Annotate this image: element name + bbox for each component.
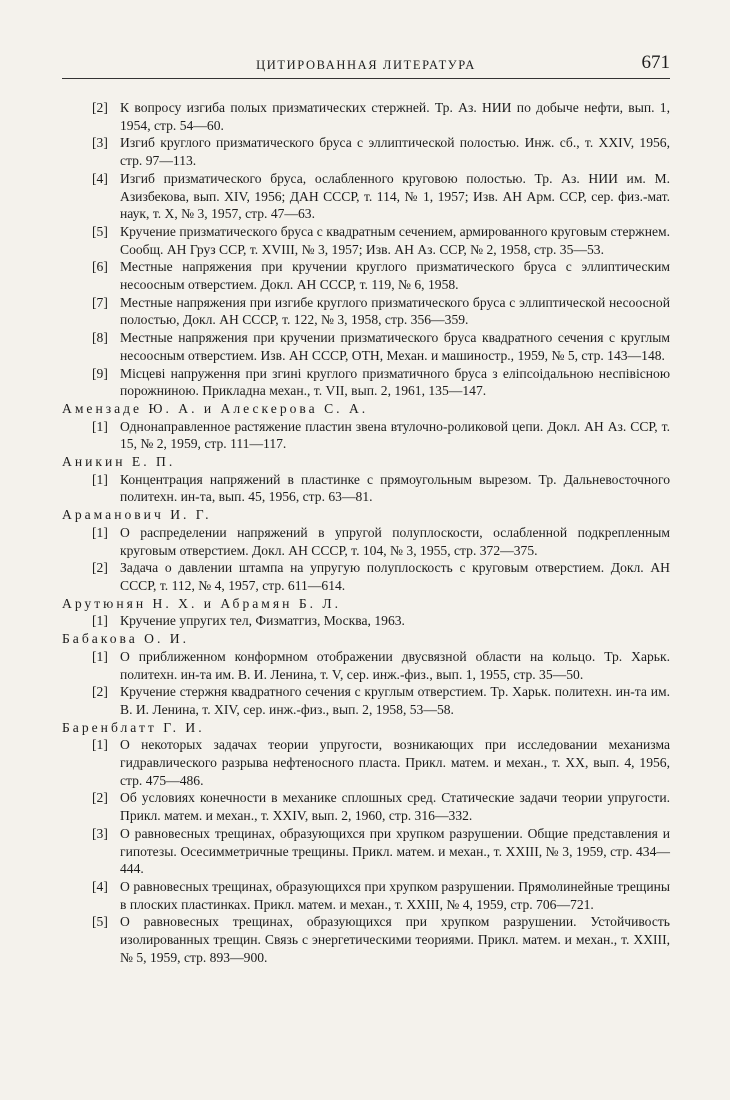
bibliography-entry <box>62 329 670 364</box>
bibliography-entry <box>62 683 670 718</box>
entry-number: [4] <box>92 878 108 894</box>
entry-text: Об условиях конечности в механике сплошных сред. Статические задачи теории упругости. Прикл. матем. и механ., т. XXIV, вып. 2, 1960, стр. 316—332. <box>120 790 670 824</box>
bibliography-entry <box>62 223 670 258</box>
bibliography-entry <box>62 365 670 400</box>
entry-text: Однонаправленное растяжение пластин звена втулочно-роликовой цепи. Докл. АН Аз. ССР, т. 15, № 2, 1959, стр. 111—117. <box>120 418 670 452</box>
entry-text: Изгиб круглого призматического бруса с эллиптической полостью. Инж. сб., т. XXIV, 1956, стр. 97—113. <box>120 135 670 169</box>
bibliography-entry <box>62 878 670 913</box>
entry-number: [1] <box>92 524 108 540</box>
entry-number: [2] <box>92 560 108 576</box>
entry-number: [1] <box>92 613 108 629</box>
bibliography-list <box>62 99 670 966</box>
entry-number: [1] <box>92 418 108 434</box>
bibliography-entry <box>62 913 670 966</box>
entry-text: О некоторых задачах теории упругости, возникающих при исследовании механизма гидравлического разрыва нефтеносного пласта. Прикл. матем. и механ., т. XX, вып. 4, 1956, стр. 475—486. <box>120 737 670 788</box>
bibliography-author: Араманович И. Г. <box>62 507 212 523</box>
entry-number: [1] <box>92 648 108 664</box>
entry-text: О равновесных трещинах, образующихся при хрупком разрушении. Прямолинейные трещины в плоских пластинках. Прикл. матем. и механ., т. XXIII, № 4, 1959, стр. 706—721. <box>120 878 670 912</box>
entry-text: Местные напряжения при изгибе круглого призматического бруса с эллиптической несоосной полостью, Докл. АН СССР, т. 122, № 3, 1958, стр. 356—359. <box>120 294 670 328</box>
entry-number: [3] <box>92 825 108 841</box>
entry-number: [7] <box>92 294 108 310</box>
entry-number: [1] <box>92 471 108 487</box>
bibliography-entry <box>62 524 670 559</box>
entry-text: О равновесных трещинах, образующихся при хрупком разрушении. Устойчивость изолированных трещин. Связь с энергетическими теориями. Прикл. матем. и механ., т. XXIII, № 5, 1959, стр. 893—900. <box>120 914 670 965</box>
bibliography-author: Аникин Е. П. <box>62 454 176 470</box>
entry-number: [4] <box>92 170 108 186</box>
entry-text: Місцеві напруження при згині круглого призматичного бруса з еліпсоідальною неспівісною порожниною. Прикладна механ., т. VII, вып. 2, 1961, 135—147. <box>120 365 670 399</box>
entry-number: [2] <box>92 684 108 700</box>
bibliography-entry <box>62 134 670 169</box>
entry-number: [2] <box>92 790 108 806</box>
entry-text: О равновесных трещинах, образующихся при хрупком разрушении. Общие представления и гипотезы. Осесимметричные трещины. Прикл. матем. и механ., т. XXIII, № 3, 1959, стр. 434—444. <box>120 825 670 877</box>
bibliography-author: Баренблатт Г. И. <box>62 719 205 735</box>
bibliography-entry <box>62 736 670 789</box>
bibliography-author: Бабакова О. И. <box>62 631 190 647</box>
entry-number: [2] <box>92 100 108 115</box>
bibliography-entry <box>62 258 670 293</box>
bibliography-entry <box>62 294 670 329</box>
entry-text: Концентрация напряжений в пластинке с прямоугольным вырезом. Тр. Дальневосточного политехн. ин-та, вып. 45, 1956, стр. 63—81. <box>120 471 670 505</box>
entry-text: Местные напряжения при кручении призматического бруса квадратного сечения с круглым несоосным отверстием. Изв. АН СССР, ОТН, Механ. и машиностр., 1959, № 5, стр. 143—148. <box>120 330 670 363</box>
bibliography-author: Арутюнян Н. Х. и Абрамян Б. Л. <box>62 595 342 611</box>
entry-text: О приближенном конформном отображении двусвязной области на кольцо. Тр. Харьк. политехн. ин-та им. В. И. Ленина, т. V, сер. инж.-физ., вып. 1, 1955, стр. 35—50. <box>120 648 670 682</box>
bibliography-entry <box>62 789 670 824</box>
entry-text: Кручение призматического бруса с квадратным сечением, армированного круговым стержнем. Сообщ. АН Груз ССР, т. XVIII, № 3, 1957; Изв. АН Аз. ССР, № 2, 1958, стр. 35—53. <box>120 223 670 257</box>
entry-text: Местные напряжения при кручении круглого призматического бруса с эллиптическим несоосным отверстием. Докл. АН СССР, т. 119, № 6, 1958. <box>120 259 670 293</box>
header-title: ЦИТИРОВАННАЯ ЛИТЕРАТУРА <box>256 58 476 72</box>
bibliography-entry <box>62 99 670 134</box>
page-number: 671 <box>641 52 670 73</box>
bibliography-entry <box>62 612 670 630</box>
book-page <box>62 52 670 966</box>
bibliography-entry <box>62 825 670 878</box>
entry-number: [6] <box>92 259 108 275</box>
entry-number: [5] <box>92 914 108 930</box>
bibliography-entry <box>62 418 670 453</box>
entry-number: [1] <box>92 737 108 753</box>
entry-number: [8] <box>92 330 108 346</box>
entry-text: Кручение упругих тел, Физматгиз, Москва, 1963. <box>120 613 405 629</box>
entry-text: Задача о давлении штампа на упругую полуплоскость с круговым отверстием. Докл. АН СССР, т. 112, № 4, 1957, стр. 611—614. <box>120 560 670 593</box>
entry-number: [3] <box>92 135 108 151</box>
bibliography-entry <box>62 648 670 683</box>
entry-text: О распределении напряжений в упругой полуплоскости, ослабленной подкрепленным круговым отверстием. Докл. АН СССР, т. 104, № 3, 1955, стр. 372—375. <box>120 524 670 558</box>
bibliography-entry <box>62 471 670 506</box>
entry-text: К вопросу изгиба полых призматических стержней. Тр. Аз. НИИ по добыче нефти, вып. 1, 1954, стр. 54—60. <box>120 100 670 133</box>
bibliography-author: Амензаде Ю. А. и Алескерова С. А. <box>62 400 369 416</box>
entry-text: Кручение стержня квадратного сечения с круглым отверстием. Тр. Харьк. политехн. ин-та им. В. И. Ленина, т. XIV, сер. инж.-физ., вып. 2, 1958, 53—58. <box>120 684 670 717</box>
bibliography-entry <box>62 559 670 594</box>
bibliography-entry <box>62 170 670 223</box>
entry-number: [9] <box>92 365 108 381</box>
entry-number: [5] <box>92 223 108 239</box>
running-header <box>62 52 670 79</box>
entry-text: Изгиб призматического бруса, ослабленного круговою полостью. Тр. Аз. НИИ им. М. Азизбекова, вып. XIV, 1956; ДАН СССР, т. 114, № 1, 1957; Изв. АН Арм. ССР, сер. физ.-мат. наук, т. X, № 3, 1957, стр. 47—63. <box>120 170 670 222</box>
